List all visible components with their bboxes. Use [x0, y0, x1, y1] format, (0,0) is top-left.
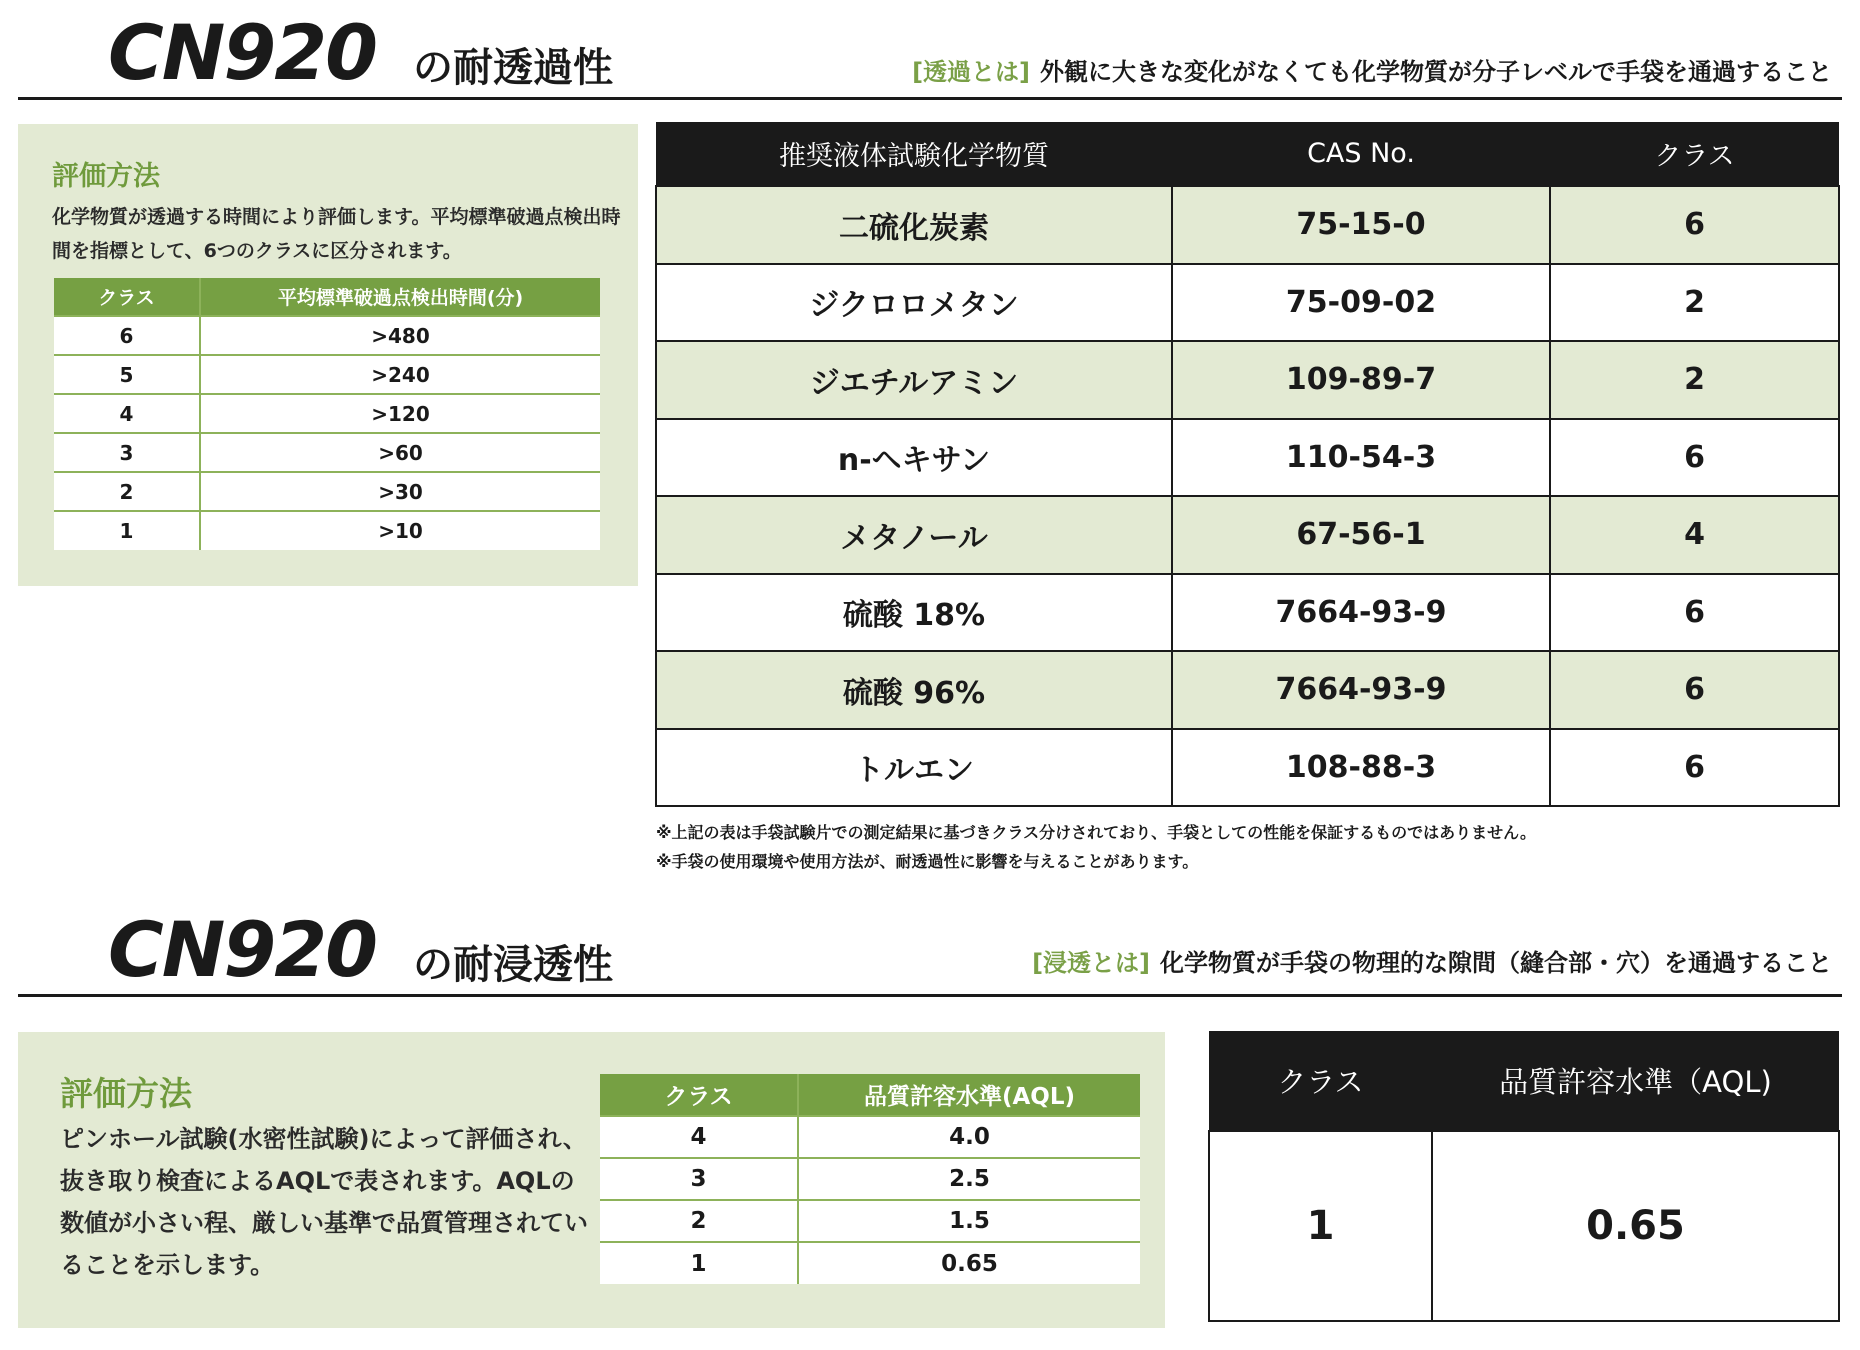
class-cell: 2: [54, 472, 200, 511]
class-cell: 1: [54, 511, 200, 550]
class-value: 2: [1550, 341, 1839, 419]
class-cell: 4: [600, 1116, 798, 1158]
cas-number: 108-88-3: [1172, 729, 1550, 807]
class-value: 6: [1550, 729, 1839, 807]
definition: [1032, 943, 1832, 978]
section-title: の耐浸透性: [413, 942, 613, 988]
table-row: [54, 316, 600, 355]
time-cell: >60: [200, 433, 600, 472]
permeation-header: [18, 0, 1842, 100]
table-row: [1209, 1131, 1839, 1321]
table-row: [656, 341, 1839, 419]
table-row: [600, 1116, 1140, 1158]
result-class: 1: [1209, 1131, 1432, 1321]
table-row: [656, 419, 1839, 497]
class-cell: 3: [54, 433, 200, 472]
column-header: クラス: [54, 278, 200, 316]
chemical-name: トルエン: [656, 729, 1172, 807]
cas-number: 110-54-3: [1172, 419, 1550, 497]
time-cell: >30: [200, 472, 600, 511]
definition-label: [透過とは]: [912, 58, 1030, 86]
table-row: [600, 1200, 1140, 1242]
table-row: [54, 511, 600, 550]
table-row: [54, 472, 600, 511]
class-value: 2: [1550, 264, 1839, 342]
column-header: 推奨液体試験化学物質: [656, 122, 1172, 186]
table-row: [54, 394, 600, 433]
class-cell: 3: [600, 1158, 798, 1200]
brand-logo: CN920: [108, 905, 377, 994]
class-cell: 2: [600, 1200, 798, 1242]
table-row: [656, 574, 1839, 652]
column-header: 品質許容水準（AQL): [1432, 1031, 1839, 1131]
definition: [912, 52, 1832, 87]
definition-text: 化学物質が手袋の物理的な隙間（縫合部・穴）を通過すること: [1160, 949, 1832, 977]
result-aql: 0.65: [1432, 1131, 1839, 1321]
aql-class-table: [600, 1074, 1140, 1284]
column-header: クラス: [1209, 1031, 1432, 1131]
aql-cell: 1.5: [798, 1200, 1140, 1242]
section-title: の耐透過性: [413, 45, 613, 91]
cas-number: 7664-93-9: [1172, 651, 1550, 729]
table-row: [656, 729, 1839, 807]
column-header: 平均標準破過点検出時間(分): [200, 278, 600, 316]
table-row: [54, 433, 600, 472]
class-value: 6: [1550, 186, 1839, 264]
table-row: [54, 355, 600, 394]
class-value: 6: [1550, 651, 1839, 729]
class-cell: 4: [54, 394, 200, 433]
brand-logo: CN920: [108, 8, 377, 97]
class-value: 4: [1550, 496, 1839, 574]
class-value: 6: [1550, 574, 1839, 652]
evaluation-title: 評価方法: [52, 161, 160, 192]
definition-text: 外観に大きな変化がなくても化学物質が分子レベルで手袋を通過すること: [1040, 58, 1832, 86]
class-cell: 1: [600, 1242, 798, 1284]
chemical-name: ジクロロメタン: [656, 264, 1172, 342]
table-row: [656, 264, 1839, 342]
penetration-header: [18, 895, 1842, 997]
cas-number: 7664-93-9: [1172, 574, 1550, 652]
aql-cell: 4.0: [798, 1116, 1140, 1158]
footnotes: [656, 818, 1536, 876]
chemical-name: 二硫化炭素: [656, 186, 1172, 264]
chemical-name: メタノール: [656, 496, 1172, 574]
class-value: 6: [1550, 419, 1839, 497]
cas-number: 109-89-7: [1172, 341, 1550, 419]
chemical-name: 硫酸 18%: [656, 574, 1172, 652]
time-cell: >120: [200, 394, 600, 433]
aql-cell: 0.65: [798, 1242, 1140, 1284]
table-row: [656, 651, 1839, 729]
chemical-results-table: [655, 122, 1840, 807]
table-row: [656, 186, 1839, 264]
aql-result-table: [1208, 1031, 1840, 1322]
column-header: 品質許容水準(AQL): [798, 1074, 1140, 1116]
evaluation-description: 化学物質が透過する時間により評価します。平均標準破過点検出時間を指標として、6つのクラスに区分されます。: [52, 206, 621, 262]
evaluation-description: ピンホール試験(水密性試験)によって評価され、抜き取り検査によるAQLで表されます。AQLの数値が小さい程、厳しい基準で品質管理されていることを示します。: [60, 1125, 588, 1279]
footnote: ※上記の表は手袋試験片での測定結果に基づきクラス分けされており、手袋としての性能を保証するものではありません。: [656, 823, 1537, 842]
column-header: CAS No.: [1172, 122, 1550, 186]
table-row: [600, 1158, 1140, 1200]
column-header: クラス: [600, 1074, 798, 1116]
cas-number: 67-56-1: [1172, 496, 1550, 574]
chemical-name: n-ヘキサン: [656, 419, 1172, 497]
table-row: [656, 496, 1839, 574]
column-header: クラス: [1550, 122, 1839, 186]
footnote: ※手袋の使用環境や使用方法が、耐透過性に影響を与えることがあります。: [656, 852, 1199, 871]
class-cell: 6: [54, 316, 200, 355]
penetration-evaluation-panel: [18, 1032, 1165, 1328]
table-row: [600, 1242, 1140, 1284]
breakthrough-class-table: [54, 278, 600, 550]
definition-label: [浸透とは]: [1032, 949, 1150, 977]
chemical-name: 硫酸 96%: [656, 651, 1172, 729]
chemical-name: ジエチルアミン: [656, 341, 1172, 419]
cas-number: 75-15-0: [1172, 186, 1550, 264]
time-cell: >10: [200, 511, 600, 550]
evaluation-title: 評価方法: [60, 1074, 192, 1113]
aql-cell: 2.5: [798, 1158, 1140, 1200]
time-cell: >480: [200, 316, 600, 355]
time-cell: >240: [200, 355, 600, 394]
cas-number: 75-09-02: [1172, 264, 1550, 342]
class-cell: 5: [54, 355, 200, 394]
permeation-evaluation-panel: [18, 124, 638, 586]
